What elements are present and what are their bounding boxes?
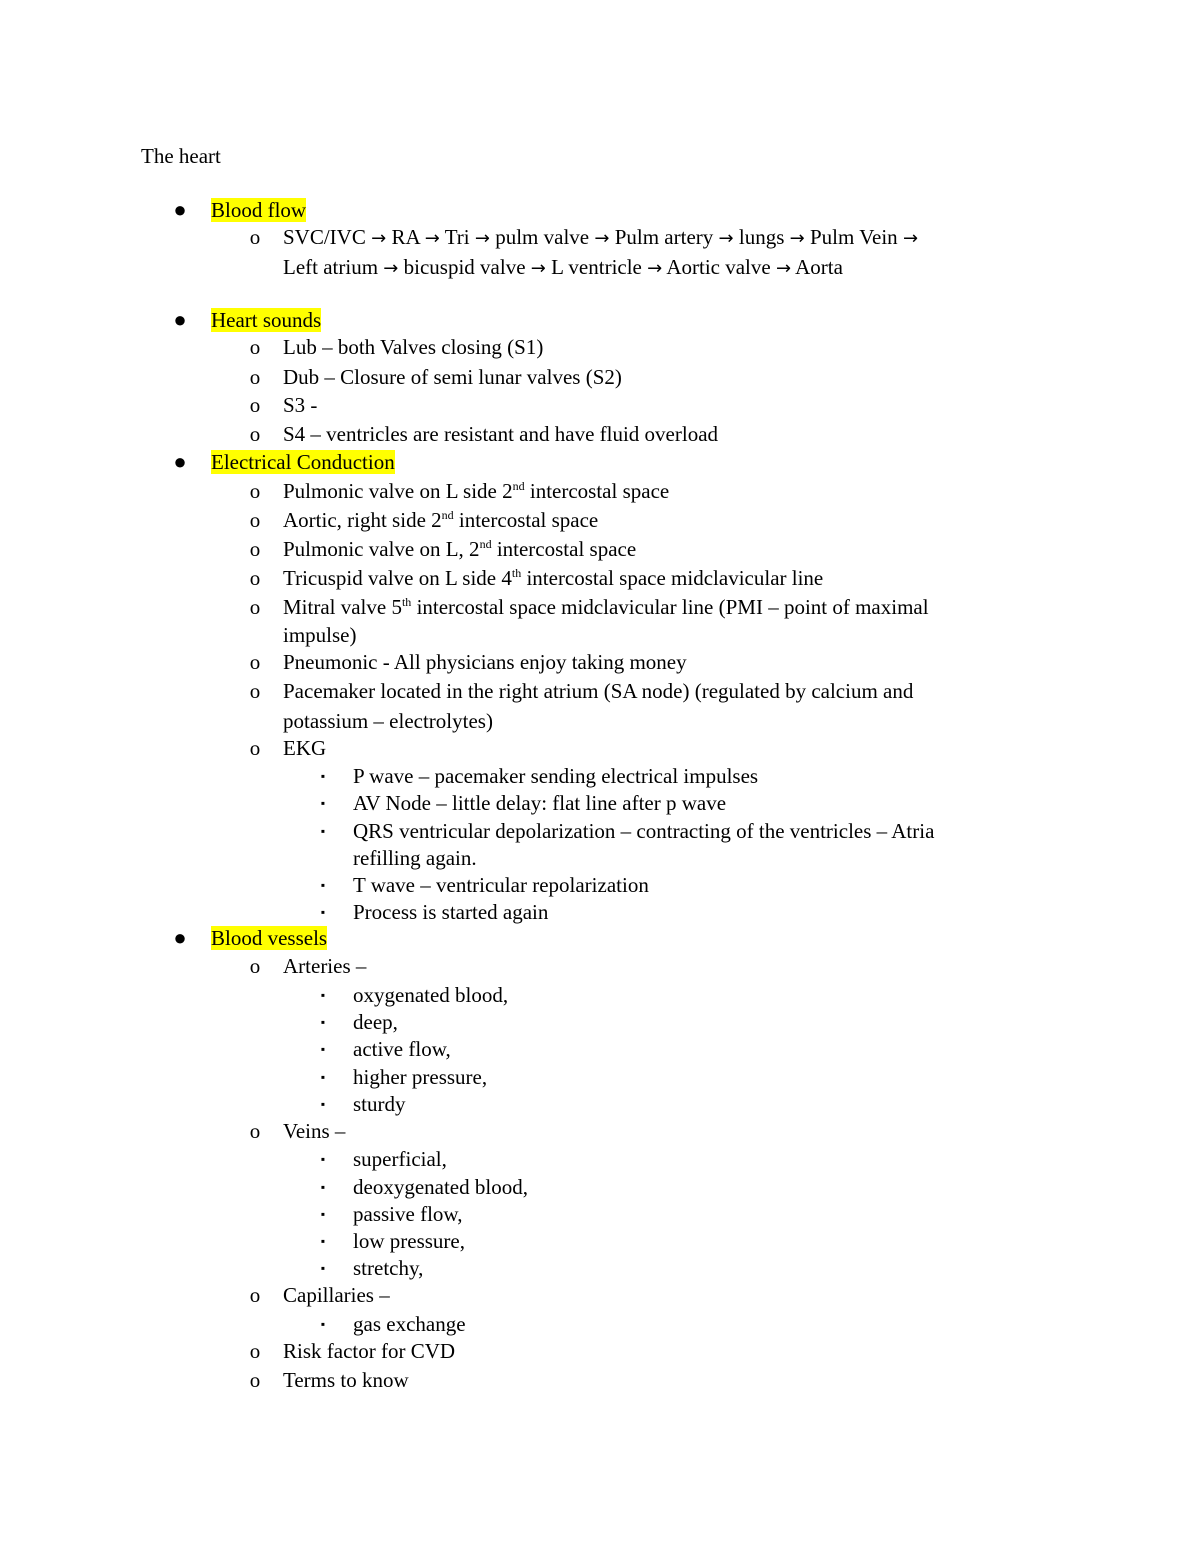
square-bullet-icon: ▪: [320, 796, 326, 810]
arrow-icon: →: [594, 228, 610, 249]
list-item: S4 – ventricles are resistant and have fluid overload: [283, 422, 719, 446]
square-bullet-icon: ▪: [320, 769, 326, 783]
arrow-icon: →: [371, 228, 387, 249]
circle-bullet-icon: o: [249, 1119, 261, 1143]
list-item: higher pressure,: [353, 1065, 488, 1089]
bullet-icon: ●: [173, 197, 187, 222]
arrow-icon: →: [530, 258, 546, 279]
list-item: superficial,: [353, 1147, 447, 1171]
list-item: Pulmonic valve on L, 2nd intercostal space: [283, 537, 637, 561]
circle-bullet-icon: o: [249, 335, 261, 359]
list-item: Risk factor for CVD: [283, 1339, 456, 1363]
section-heading-blood-vessels: Blood vessels: [211, 926, 328, 950]
list-item: stretchy,: [353, 1256, 424, 1280]
arrow-icon: →: [902, 228, 919, 249]
arrow-icon: →: [775, 258, 792, 279]
list-item: EKG: [283, 736, 327, 760]
list-item: deoxygenated blood,: [353, 1175, 528, 1199]
list-item: Aortic, right side 2nd intercostal space: [283, 508, 599, 532]
circle-bullet-icon: o: [249, 595, 261, 619]
list-item: Pulmonic valve on L side 2nd intercostal space: [283, 479, 670, 503]
list-item: QRS ventricular depolarization – contracting of the ventricles – Atria: [353, 819, 935, 843]
circle-bullet-icon: o: [249, 1283, 261, 1307]
square-bullet-icon: ▪: [320, 1317, 326, 1331]
circle-bullet-icon: o: [249, 566, 261, 590]
list-item: Dub – Closure of semi lunar valves (S2): [283, 365, 622, 389]
square-bullet-icon: ▪: [320, 1207, 326, 1221]
square-bullet-icon: ▪: [320, 988, 326, 1002]
list-item: passive flow,: [353, 1202, 463, 1226]
page-title: The heart: [141, 144, 221, 168]
list-item: gas exchange: [353, 1312, 466, 1336]
list-item: Process is started again: [353, 900, 549, 924]
circle-bullet-icon: o: [249, 225, 261, 249]
list-item: Pneumonic - All physicians enjoy taking money: [283, 650, 687, 674]
square-bullet-icon: ▪: [320, 1152, 326, 1166]
list-item: active flow,: [353, 1037, 451, 1061]
bullet-icon: ●: [173, 307, 187, 332]
list-item: Mitral valve 5th intercostal space midclavicular line (PMI – point of maximal: [283, 595, 929, 619]
list-item: Pacemaker located in the right atrium (SA node) (regulated by calcium and: [283, 679, 914, 703]
circle-bullet-icon: o: [249, 537, 261, 561]
arrow-icon: →: [789, 228, 805, 249]
square-bullet-icon: ▪: [320, 1180, 326, 1194]
square-bullet-icon: ▪: [320, 1070, 326, 1084]
circle-bullet-icon: o: [249, 1339, 261, 1363]
arrow-icon: →: [383, 258, 399, 279]
circle-bullet-icon: o: [249, 1368, 261, 1392]
list-item: deep,: [353, 1010, 398, 1034]
list-item: Terms to know: [283, 1368, 409, 1392]
square-bullet-icon: ▪: [320, 1234, 326, 1248]
circle-bullet-icon: o: [249, 479, 261, 503]
list-item: P wave – pacemaker sending electrical impulses: [353, 764, 759, 788]
arrow-icon: →: [718, 228, 734, 249]
list-item: Veins –: [283, 1119, 346, 1143]
list-item: oxygenated blood,: [353, 983, 509, 1007]
circle-bullet-icon: o: [249, 422, 261, 446]
list-item: Arteries –: [283, 954, 367, 978]
blood-flow-path-line-2: Left atrium → bicuspid valve → L ventricle → Aortic valve → Aorta: [283, 255, 843, 279]
square-bullet-icon: ▪: [320, 1042, 326, 1056]
list-item: sturdy: [353, 1092, 406, 1116]
square-bullet-icon: ▪: [320, 878, 326, 892]
list-item: T wave – ventricular repolarization: [353, 873, 649, 897]
square-bullet-icon: ▪: [320, 1015, 326, 1029]
list-item: Tricuspid valve on L side 4th intercostal space midclavicular line: [283, 566, 824, 590]
square-bullet-icon: ▪: [320, 1261, 326, 1275]
square-bullet-icon: ▪: [320, 905, 326, 919]
list-item: Lub – both Valves closing (S1): [283, 335, 544, 359]
section-heading-electrical-conduction: Electrical Conduction: [211, 450, 395, 474]
circle-bullet-icon: o: [249, 954, 261, 978]
arrow-icon: →: [474, 228, 490, 249]
blood-flow-path-line-1: SVC/IVC → RA → Tri → pulm valve → Pulm artery → lungs → Pulm Vein →: [283, 225, 919, 249]
list-item: S3 -: [283, 393, 318, 417]
list-item-continuation: potassium – electrolytes): [283, 709, 493, 733]
bullet-icon: ●: [173, 449, 187, 474]
circle-bullet-icon: o: [249, 508, 261, 532]
circle-bullet-icon: o: [249, 365, 261, 389]
arrow-icon: →: [647, 258, 663, 279]
list-item: AV Node – little delay: flat line after p wave: [353, 791, 727, 815]
circle-bullet-icon: o: [249, 393, 261, 417]
circle-bullet-icon: o: [249, 736, 261, 760]
list-item-continuation: impulse): [283, 623, 357, 647]
list-item: low pressure,: [353, 1229, 465, 1253]
section-heading-heart-sounds: Heart sounds: [211, 308, 322, 332]
square-bullet-icon: ▪: [320, 1097, 326, 1111]
list-item-continuation: refilling again.: [353, 846, 477, 870]
arrow-icon: →: [424, 228, 440, 249]
section-heading-blood-flow: Blood flow: [211, 198, 307, 222]
circle-bullet-icon: o: [249, 650, 261, 674]
list-item: Capillaries –: [283, 1283, 390, 1307]
bullet-icon: ●: [173, 925, 187, 950]
square-bullet-icon: ▪: [320, 824, 326, 838]
circle-bullet-icon: o: [249, 679, 261, 703]
